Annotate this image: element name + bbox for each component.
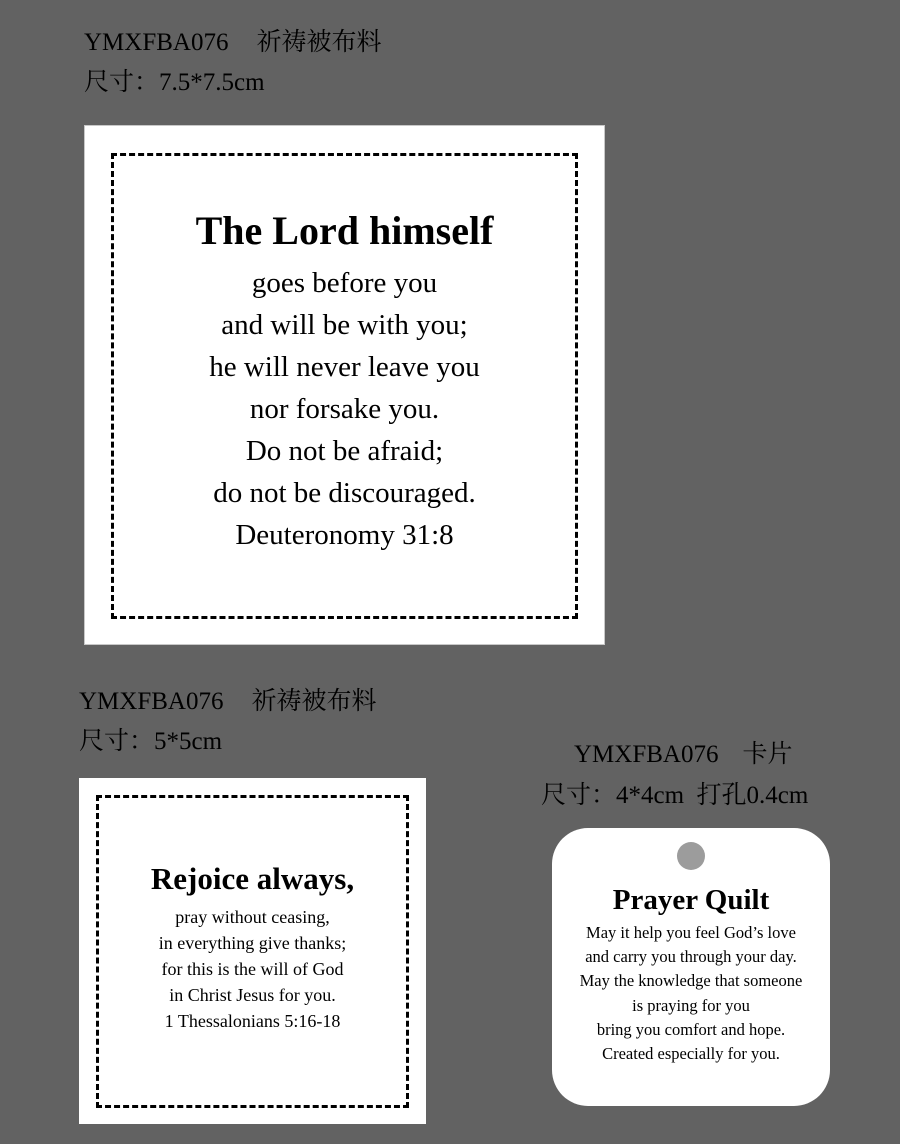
verse-line: goes before you	[251, 267, 438, 299]
verse-line: do not be discouraged.	[213, 477, 476, 509]
spec-c-name: 卡片	[742, 741, 793, 768]
card-line: bring you comfort and hope.	[596, 1019, 786, 1039]
spec-c-size: 尺寸：4*4cm 打孔0.4cm	[541, 782, 809, 809]
spec-b-name: 祈祷被布料	[251, 688, 377, 715]
card-text	[552, 881, 830, 1066]
spec-b-header	[79, 682, 377, 722]
punch-hole	[677, 842, 705, 870]
verse-line: pray without ceasing,	[175, 907, 330, 927]
verse-line: Do not be afraid;	[245, 435, 444, 467]
verse-line: for this is the will of God	[161, 959, 344, 979]
label-small-text	[79, 858, 426, 1034]
verse-line: in Christ Jesus for you.	[169, 985, 336, 1005]
card-title: Prayer Quilt	[612, 884, 770, 916]
label-small	[79, 778, 426, 1124]
spec-c-header	[574, 735, 793, 775]
card-line: and carry you through your day.	[585, 947, 797, 967]
spec-a-name: 祈祷被布料	[256, 29, 382, 56]
spec-a-size: 尺寸：7.5*7.5cm	[84, 69, 265, 96]
verse-reference: 1 Thessalonians 5:16-18	[164, 1011, 341, 1031]
spec-a-header	[84, 23, 382, 63]
spec-b-size: 尺寸：5*5cm	[79, 728, 223, 755]
label-large-title: The Lord himself	[195, 208, 494, 253]
card-line: May it help you feel God’s love	[586, 923, 796, 942]
verse-line: and will be with you;	[221, 309, 468, 341]
verse-line: nor forsake you.	[249, 393, 440, 425]
prayer-card	[552, 828, 830, 1106]
spec-b-code: YMXFBA076	[79, 688, 224, 715]
verse-line: in everything give thanks;	[158, 933, 347, 953]
verse-reference: Deuteronomy 31:8	[235, 519, 454, 551]
card-line: Created especially for you.	[602, 1044, 780, 1064]
verse-line: he will never leave you	[209, 351, 480, 383]
spec-c-code: YMXFBA076	[574, 741, 719, 768]
card-line: is praying for you	[632, 995, 750, 1015]
label-small-title: Rejoice always,	[150, 861, 355, 896]
spec-a-code: YMXFBA076	[84, 29, 229, 56]
card-line: May the knowledge that someone	[579, 971, 803, 991]
label-large-text	[85, 206, 604, 556]
label-large	[84, 125, 605, 645]
